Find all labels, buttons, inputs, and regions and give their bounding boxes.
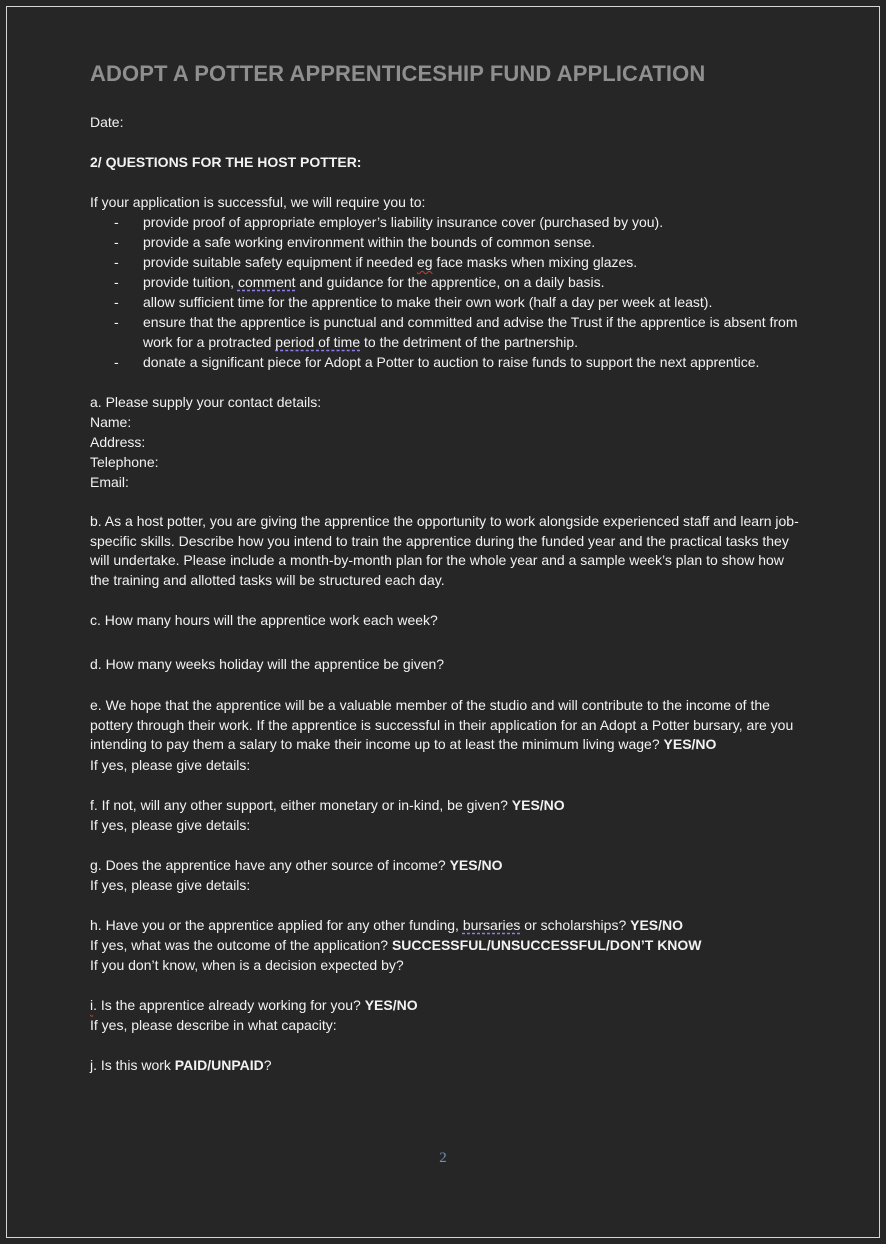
question-j-text: j. Is this work xyxy=(90,1056,175,1073)
question-a: a. Please supply your contact details: xyxy=(90,394,322,410)
bullet-dash: - xyxy=(114,294,119,310)
list-item xyxy=(90,212,820,232)
yes-no-choice: YES/NO xyxy=(663,736,717,752)
question-j-end: ? xyxy=(263,1056,272,1073)
grammar-flag[interactable]: bursaries xyxy=(462,916,521,933)
yes-no-choice: YES/NO xyxy=(449,856,503,873)
question-e-details: If yes, please give details: xyxy=(90,756,251,773)
bullet-dash: - xyxy=(114,234,119,250)
intro-text: If your application is successful, we will require you to: xyxy=(90,194,426,210)
document-title: ADOPT A POTTER APPRENTICESHIP FUND APPLICATION xyxy=(90,61,706,86)
question-h-outcome-text: If yes, what was the outcome of the application? xyxy=(90,936,392,953)
list-item xyxy=(90,292,820,312)
question-b: b. As a host potter, you are giving the apprentice the opportunity to work alongside experienced staff and learn job-specific skills. Describe how you intend to train the apprentice during the funded year and the practical tasks they will undertake. Please include a month-by-month plan for the whole year and a sample week’s plan to show how the training and allotted tasks will be structured each day. xyxy=(90,513,799,588)
list-item-text: provide proof of appropriate employer’s liability insurance cover (purchased by you). xyxy=(143,214,664,230)
bullet-dash: - xyxy=(114,254,119,270)
question-i-text: . Is the apprentice already working for you? xyxy=(93,996,365,1013)
grammar-flag[interactable]: period of time xyxy=(275,334,361,350)
question-f xyxy=(90,795,820,815)
yes-no-choice: YES/NO xyxy=(511,796,565,813)
list-item xyxy=(90,312,820,352)
question-h-text: h. Have you or the apprentice applied for any other funding, xyxy=(90,916,463,933)
question-f-details: If yes, please give details: xyxy=(90,816,251,833)
question-g-text: g. Does the apprentice have any other source of income? xyxy=(90,856,450,873)
bullet-dash: - xyxy=(114,314,119,330)
list-item-text: allow sufficient time for the apprentice to make their own work (half a day per week at least). xyxy=(143,294,713,310)
paid-unpaid-choice: PAID/UNPAID xyxy=(174,1056,264,1073)
bullet-dash: - xyxy=(114,274,119,290)
document-body xyxy=(90,60,820,1075)
list-item-text: donate a significant piece for Adopt a Potter to auction to raise funds to support the next apprentice. xyxy=(143,354,760,370)
question-f-text: f. If not, will any other support, either monetary or in-kind, be given? xyxy=(90,796,512,813)
list-item-text: ensure that the apprentice is punctual and committed and advise the Trust if the apprentice is absent from work for a protracted xyxy=(143,314,798,350)
yes-no-choice: YES/NO xyxy=(630,916,684,933)
question-c: c. How many hours will the apprentice work each week? xyxy=(90,612,438,628)
list-item-text: face masks when mixing glazes. xyxy=(432,254,638,270)
question-j xyxy=(90,1055,820,1075)
question-h xyxy=(90,915,820,935)
list-item-text: and guidance for the apprentice, on a daily basis. xyxy=(295,274,605,290)
grammar-flag[interactable]: comment xyxy=(237,274,296,290)
email-field-label: Email: xyxy=(90,474,129,490)
address-field-label: Address: xyxy=(90,434,146,450)
question-e xyxy=(90,696,812,755)
page-number: 2 xyxy=(439,1150,447,1166)
list-item-text: provide tuition, xyxy=(143,274,238,290)
list-item xyxy=(90,352,820,372)
question-g xyxy=(90,855,820,875)
list-item xyxy=(90,232,820,252)
list-item-text: provide suitable safety equipment if needed xyxy=(143,254,417,270)
question-g-details: If yes, please give details: xyxy=(90,876,251,893)
name-field-label: Name: xyxy=(90,414,132,430)
requirements-list xyxy=(90,212,820,372)
list-item xyxy=(90,272,820,292)
date-label: Date: xyxy=(90,114,124,130)
bullet-dash: - xyxy=(114,214,119,230)
question-i-details: If yes, please describe in what capacity: xyxy=(90,1016,337,1033)
spelling-flag[interactable]: eg xyxy=(416,254,433,270)
question-e-text: e. We hope that the apprentice will be a valuable member of the studio and will contribute to the income of the pottery through their work. If the apprentice is successful in their application for an Adopt a Potter bursary, are you intending to pay them a salary to make their income up to at least the minimum living wage? xyxy=(90,697,794,752)
question-i xyxy=(90,995,820,1015)
question-d: d. How many weeks holiday will the apprentice be given? xyxy=(90,656,445,672)
question-h-text: or scholarships? xyxy=(520,916,631,933)
question-h-outcome xyxy=(90,935,820,955)
list-item xyxy=(90,252,820,272)
bullet-dash: - xyxy=(114,354,119,370)
yes-no-choice: YES/NO xyxy=(364,996,418,1013)
outcome-choice: SUCCESSFUL/UNSUCCESSFUL/DON’T KNOW xyxy=(391,936,702,953)
spelling-flag[interactable]: i xyxy=(90,996,94,1013)
telephone-field-label: Telephone: xyxy=(90,454,159,470)
section-heading: 2/ QUESTIONS FOR THE HOST POTTER: xyxy=(90,154,362,170)
question-h-decision: If you don’t know, when is a decision expected by? xyxy=(90,956,404,973)
list-item-text: provide a safe working environment within the bounds of common sense. xyxy=(143,234,596,250)
list-item-text: to the detriment of the partnership. xyxy=(360,334,579,350)
